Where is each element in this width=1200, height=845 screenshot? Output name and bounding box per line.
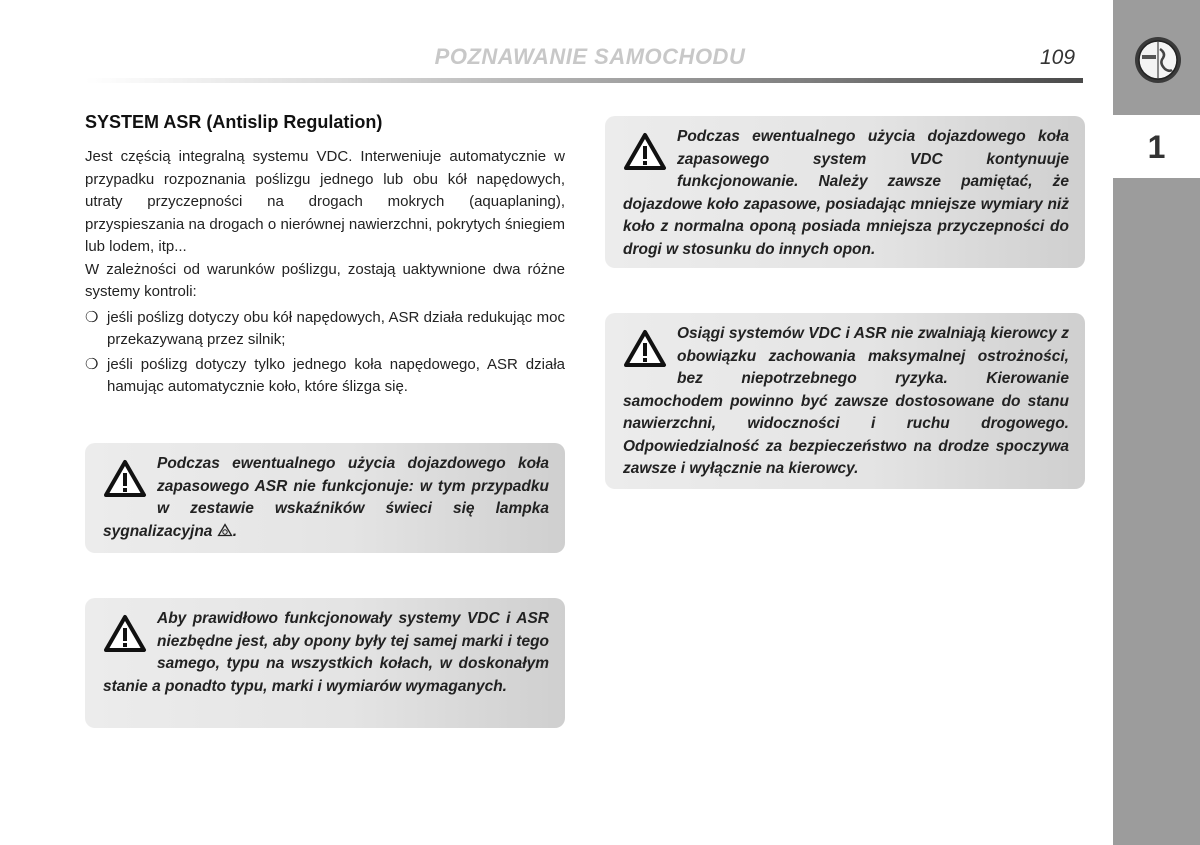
side-tab-bottom <box>1113 178 1200 845</box>
warning-box <box>605 313 1085 489</box>
warning-text: Osiągi systemów VDC i ASR nie zwalniają kierowcy z obowiązku zachowania maksymalnej ostrożności, bez niepotrzebnego ryzyka. Kierowanie samochodem powinno być zawsze dostosowane do stanu nawierzchni, widoczności i ruchu drogowego. Odpowiedzialność za bezpieczeństwo na drodze spoczywa zawsze i wyłącznie na kierowcy. <box>623 325 1069 477</box>
bullet-circle-icon: ❍ <box>85 355 99 373</box>
warning-box <box>85 598 565 728</box>
paragraph: Jest częścią integralną systemu VDC. Interweniuje automatycznie w przypadku rozpoznania poślizgu jednego lub obu kół napędowych, utraty przyczepności na drogach mokrych (aquaplaning), przyspieszania na drogach o nierównej nawierzchni, pokrytych śniegiem lub lodem, itp... <box>85 148 565 255</box>
list-item-text: jeśli poślizg dotyczy tylko jednego koła napędowego, ASR działa hamując automatycznie koło, które ślizga się. <box>107 355 565 395</box>
section-heading: SYSTEM ASR (Antislip Regulation) <box>85 112 383 132</box>
warning-triangle-icon <box>623 329 667 369</box>
paragraph: W zależności od warunków poślizgu, zostają uaktywnione dwa różne systemy kontroli: <box>85 260 565 300</box>
list-item <box>85 307 565 352</box>
header-rule <box>85 78 1083 83</box>
brand-logo-icon <box>1133 35 1183 85</box>
page-title: POZNAWANIE SAMOCHODU <box>434 44 746 69</box>
list-item-text: jeśli poślizg dotyczy obu kół napędowych, ASR działa redukując moc przekazywaną przez silnik; <box>107 308 565 348</box>
warning-box <box>85 443 565 553</box>
warning-triangle-icon <box>103 614 147 654</box>
bullet-circle-icon: ❍ <box>85 308 99 326</box>
warning-triangle-icon <box>623 132 667 172</box>
warning-triangle-icon <box>103 459 147 499</box>
asr-warning-lamp-icon <box>217 523 233 537</box>
page-number: 109 <box>1040 46 1076 69</box>
chapter-tab[interactable]: 1 <box>1113 118 1200 176</box>
list-item <box>85 354 565 399</box>
body-text <box>85 146 565 399</box>
warning-text: Podczas ewentualnego użycia dojazdowego koła zapasowego system VDC kontynuuje funkcjonowanie. Należy zawsze pamiętać, że dojazdowe koło zapasowe, posiadając mniejsze wymiary niż koło z normalna oponą posiada mniejsza przyczepności do drogi w stosunku do innych opon. <box>623 128 1069 258</box>
warning-text: Podczas ewentualnego użycia dojazdowego koła zapasowego ASR nie funkcjonuje: w tym przypadku w zestawie wskaźników świeci się lampka sygnalizacyjna . <box>103 455 549 540</box>
warning-box <box>605 116 1085 268</box>
warning-text: Aby prawidłowo funkcjonowały systemy VDC i ASR niezbędne jest, aby opony były tej samej marki i tego samego, typu na wszystkich kołach, w doskonałym stanie a ponadto typu, marki i wymiarów wymaganych. <box>103 610 549 695</box>
